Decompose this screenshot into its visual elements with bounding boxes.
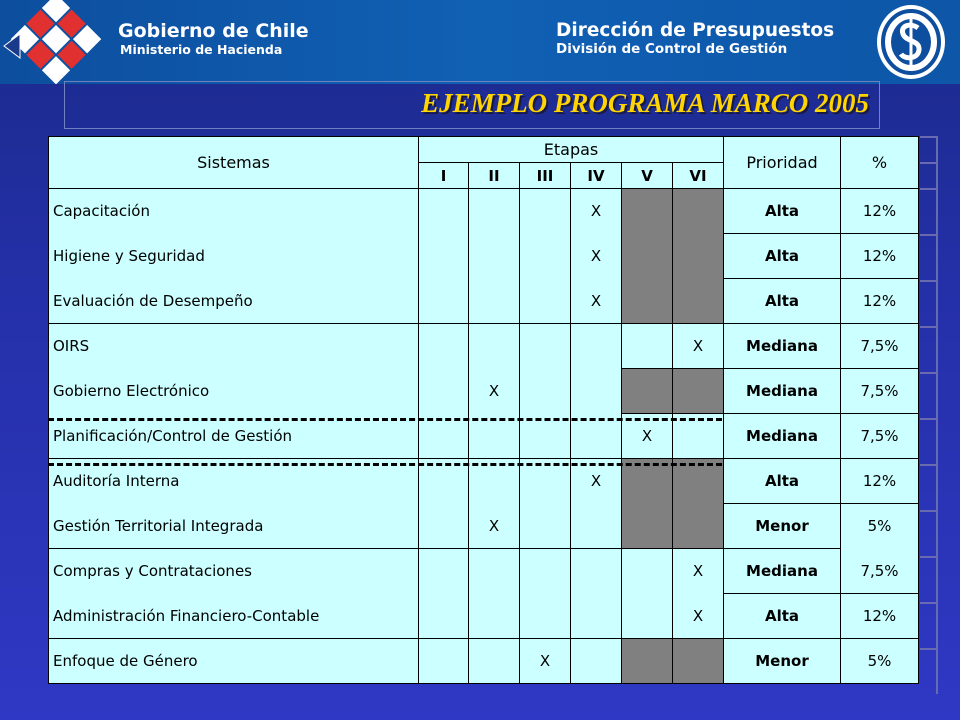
percent-cell: 5% xyxy=(841,504,919,549)
table-row xyxy=(49,369,919,414)
stage-mark: X xyxy=(622,414,673,459)
table-row xyxy=(49,639,919,684)
system-name: Administración Financiero-Contable xyxy=(49,594,419,639)
gobierno-de-chile-logo xyxy=(0,0,110,84)
right-edge-rule xyxy=(920,136,938,694)
direccion-presupuestos-seal-icon xyxy=(870,2,952,82)
system-name: Gobierno Electrónico xyxy=(49,369,419,414)
program-table xyxy=(48,136,919,684)
system-name: OIRS xyxy=(49,324,419,369)
stage-mark: X xyxy=(673,549,724,594)
priority-cell: Mediana xyxy=(724,369,841,414)
priority-cell: Menor xyxy=(724,504,841,549)
stage-mark: X xyxy=(571,279,622,324)
stage-mark: X xyxy=(673,324,724,369)
system-name: Enfoque de Género xyxy=(49,639,419,684)
table-row xyxy=(49,279,919,324)
percent-cell: 7,5% xyxy=(841,414,919,459)
percent-cell: 12% xyxy=(841,459,919,504)
header-prioridad: Prioridad xyxy=(724,137,841,189)
priority-cell: Mediana xyxy=(724,549,841,594)
priority-cell: Alta xyxy=(724,279,841,324)
stage-mark: X xyxy=(571,189,622,234)
stage-header: VI xyxy=(673,163,724,189)
slide-title: EJEMPLO PROGRAMA MARCO 2005 xyxy=(421,88,869,118)
system-name: Gestión Territorial Integrada xyxy=(49,504,419,549)
priority-cell: Alta xyxy=(724,459,841,504)
stage-mark: X xyxy=(571,459,622,504)
system-name: Higiene y Seguridad xyxy=(49,234,419,279)
system-name: Planificación/Control de Gestión xyxy=(49,414,419,459)
percent-cell: 12% xyxy=(841,189,919,234)
percent-cell: 12% xyxy=(841,279,919,324)
percent-cell: 12% xyxy=(841,234,919,279)
title-box xyxy=(64,81,880,129)
system-name: Auditoría Interna xyxy=(49,459,419,504)
table-row xyxy=(49,549,919,594)
priority-cell: Mediana xyxy=(724,414,841,459)
system-name: Evaluación de Desempeño xyxy=(49,279,419,324)
percent-cell: 7,5% xyxy=(841,549,919,594)
gov-title: Gobierno de Chile xyxy=(118,20,309,42)
header-etapas: Etapas xyxy=(419,137,724,163)
table-row xyxy=(49,234,919,279)
table-row xyxy=(49,324,919,369)
dir-subtitle: División de Control de Gestión xyxy=(556,41,788,57)
gov-subtitle: Ministerio de Hacienda xyxy=(120,42,283,57)
percent-cell: 7,5% xyxy=(841,369,919,414)
header-banner xyxy=(0,0,960,84)
dashed-separator xyxy=(48,463,722,466)
priority-cell: Menor xyxy=(724,639,841,684)
priority-cell: Alta xyxy=(724,189,841,234)
dir-title: Dirección de Presupuestos xyxy=(556,20,835,41)
priority-cell: Mediana xyxy=(724,324,841,369)
header-percent: % xyxy=(841,137,919,189)
stage-mark: X xyxy=(673,594,724,639)
table-row xyxy=(49,504,919,549)
priority-cell: Alta xyxy=(724,594,841,639)
priority-cell: Alta xyxy=(724,234,841,279)
program-table-wrapper xyxy=(48,136,919,684)
table-row xyxy=(49,189,919,234)
stage-header: III xyxy=(520,163,571,189)
table-row xyxy=(49,594,919,639)
system-name: Capacitación xyxy=(49,189,419,234)
stage-mark: X xyxy=(520,639,571,684)
percent-cell: 5% xyxy=(841,639,919,684)
percent-cell: 12% xyxy=(841,594,919,639)
stage-header: II xyxy=(469,163,520,189)
stage-header: IV xyxy=(571,163,622,189)
dashed-separator xyxy=(48,418,722,421)
percent-cell: 7,5% xyxy=(841,324,919,369)
system-name: Compras y Contrataciones xyxy=(49,549,419,594)
stage-mark: X xyxy=(469,369,520,414)
stage-mark: X xyxy=(571,234,622,279)
stage-mark: X xyxy=(469,504,520,549)
stage-header: V xyxy=(622,163,673,189)
header-sistemas: Sistemas xyxy=(49,137,419,189)
stage-header: I xyxy=(419,163,469,189)
